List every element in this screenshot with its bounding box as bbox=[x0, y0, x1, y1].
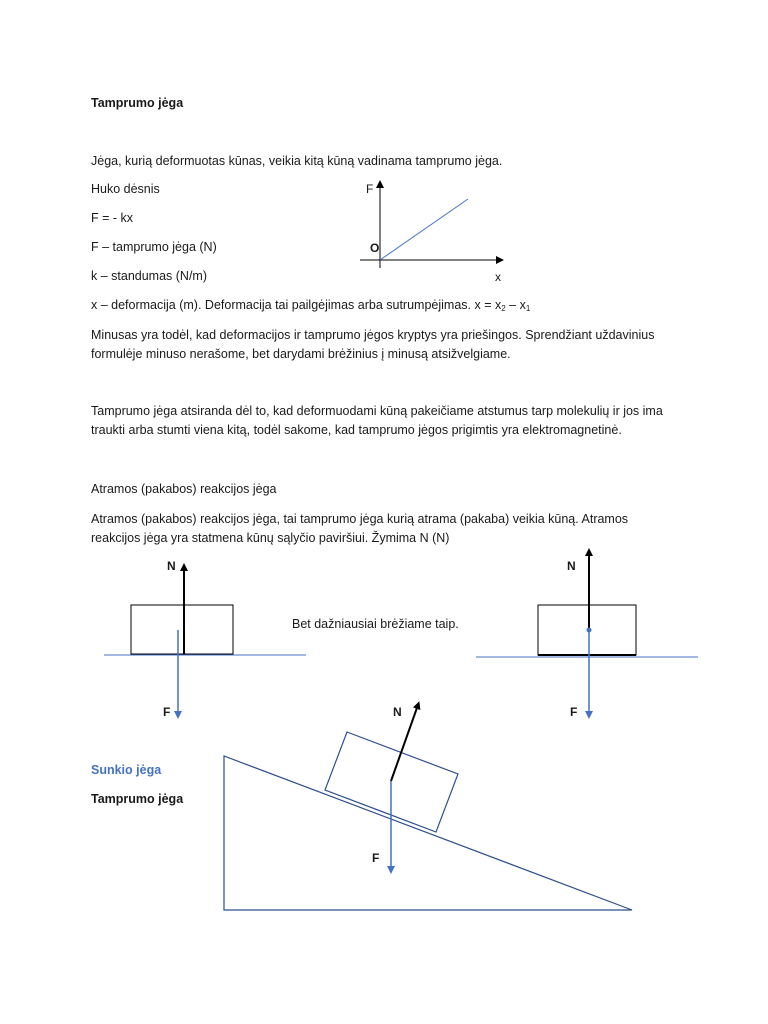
incline-triangle bbox=[224, 756, 632, 910]
page-title: Tamprumo jėga bbox=[91, 96, 184, 110]
reaction-paragraph-line2: reakcijos jėga yra statmena kūnų sąlyčio paviršiui. Žymima N (N) bbox=[91, 531, 450, 545]
origin-paragraph-line2: traukti arba stumti viena kitą, todėl sakome, kad tamprumo jėgos prigimtis yra elektromagnetinė. bbox=[91, 423, 622, 437]
but-usually-text: Bet dažniausiai brėžiame taip. bbox=[292, 617, 459, 631]
minus-paragraph-line1: Minusas yra todėl, kad deformacijos ir tamprumo jėgos kryptys yra priešingos. Sprendžiant uždavinius bbox=[91, 328, 655, 342]
right-box-diagram bbox=[476, 552, 698, 719]
right-n-label: N bbox=[567, 559, 576, 573]
reaction-heading: Atramos (pakabos) reakcijos jėga bbox=[91, 482, 277, 496]
left-f-label: F bbox=[163, 705, 171, 719]
graph-x-label: x bbox=[495, 270, 501, 284]
definition-text: Jėga, kurią deformuotas kūnas, veikia kitą kūną vadinama tamprumo jėga. bbox=[91, 154, 503, 168]
incline-f-label: F bbox=[372, 851, 380, 865]
right-center-dot bbox=[587, 628, 592, 633]
right-f-label: F bbox=[570, 705, 578, 719]
origin-paragraph-line1: Tamprumo jėga atsiranda dėl to, kad deformuodami kūną pakeičiame atstumus tarp molekulių ir jos ima bbox=[91, 404, 663, 418]
gravity-label: Sunkio jėga bbox=[91, 763, 162, 777]
deformation-definition: x – deformacija (m). Deformacija tai pailgėjimas arba sutrumpėjimas. $x = x_2 - x_1$ bbox=[91, 298, 531, 313]
reaction-paragraph-line1: Atramos (pakabos) reakcijos jėga, tai tamprumo jėga kurią atrama (pakaba) veikia kūną. Atramos bbox=[91, 512, 629, 526]
hooke-formula: F = - kx bbox=[91, 211, 134, 225]
stiffness-definition: k – standumas (N/m) bbox=[91, 269, 208, 283]
left-box bbox=[131, 605, 233, 654]
incline-diagram bbox=[224, 705, 632, 910]
incline-n-label: N bbox=[393, 705, 402, 719]
graph-y-label: F bbox=[366, 182, 374, 196]
hooke-graph bbox=[360, 182, 501, 284]
left-box-diagram bbox=[104, 559, 306, 719]
left-n-label: N bbox=[167, 559, 176, 573]
force-definition: F – tamprumo jėga (N) bbox=[91, 240, 217, 254]
elastic-label: Tamprumo jėga bbox=[91, 792, 184, 806]
graph-line bbox=[380, 199, 468, 260]
hooke-heading: Huko dėsnis bbox=[91, 182, 160, 196]
graph-origin-label: O bbox=[370, 241, 380, 255]
minus-paragraph-line2: formulėje minuso nerašome, bet darydami brėžinius į minusą atsižvelgiame. bbox=[91, 347, 511, 361]
